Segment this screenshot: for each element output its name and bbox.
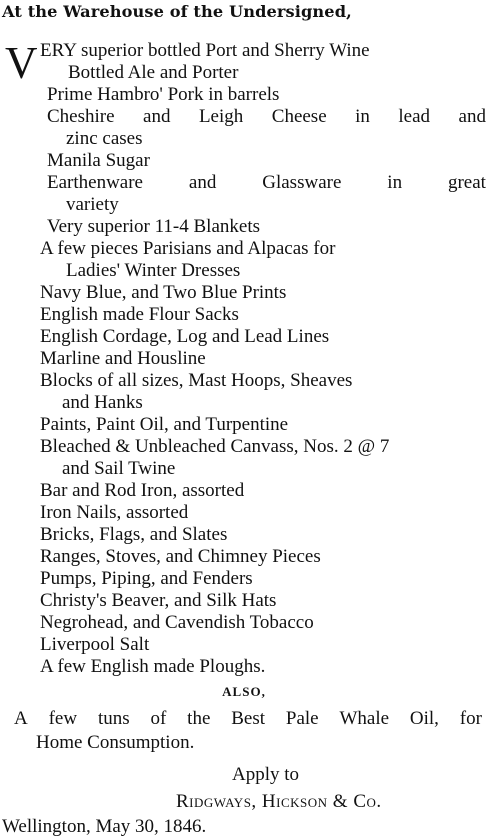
list-item: Bricks, Flags, and Slates bbox=[40, 524, 228, 545]
heading: At the Warehouse of the Undersigned, bbox=[2, 2, 352, 21]
word: Earthenware bbox=[47, 172, 143, 193]
word: Leigh bbox=[198, 106, 244, 127]
list-item: Prime Hambro' Pork in barrels bbox=[47, 84, 280, 105]
list-item: A few pieces Parisians and Alpacas for bbox=[40, 238, 336, 259]
list-item: English made Flour Sacks bbox=[40, 304, 239, 325]
word: Oil, bbox=[409, 708, 439, 729]
drop-cap: V bbox=[5, 38, 38, 88]
list-item: and Sail Twine bbox=[62, 458, 176, 479]
word: in bbox=[355, 106, 370, 127]
word: of bbox=[150, 708, 167, 729]
word: Pale bbox=[285, 708, 319, 729]
goods-list bbox=[0, 40, 488, 678]
word: Best bbox=[231, 708, 266, 729]
list-item: English Cordage, Log and Lead Lines bbox=[40, 326, 330, 347]
list-item-text: ERY superior bottled Port and Sherry Wine bbox=[40, 40, 370, 61]
word: and bbox=[188, 172, 217, 193]
oil-line-2: Home Consumption. bbox=[36, 732, 195, 753]
list-item: and Hanks bbox=[62, 392, 143, 413]
word: for bbox=[459, 708, 482, 729]
list-item: Negrohead, and Cavendish Tobacco bbox=[40, 612, 314, 633]
list-item: Bar and Rod Iron, assorted bbox=[40, 480, 245, 501]
word: great bbox=[447, 172, 486, 193]
list-item-justified bbox=[0, 172, 488, 194]
list-item: Blocks of all sizes, Mast Hoops, Sheaves bbox=[40, 370, 353, 391]
firm-name: Ridgways, Hickson & Co. bbox=[176, 791, 382, 812]
word: Cheese bbox=[271, 106, 327, 127]
list-item-justified bbox=[0, 106, 488, 128]
word: and bbox=[143, 106, 171, 127]
word: the bbox=[187, 708, 211, 729]
list-item: Paints, Paint Oil, and Turpentine bbox=[40, 414, 289, 435]
list-item: Iron Nails, assorted bbox=[40, 502, 189, 523]
list-item: Marline and Housline bbox=[40, 348, 206, 369]
word: and bbox=[458, 106, 486, 127]
list-item: Ranges, Stoves, and Chimney Pieces bbox=[40, 546, 321, 567]
place-date: Wellington, May 30, 1846. bbox=[2, 816, 207, 837]
list-item: Bleached & Unbleached Canvass, Nos. 2 @ 7 bbox=[40, 436, 390, 457]
oil-line-1 bbox=[14, 708, 482, 730]
list-item: Navy Blue, and Two Blue Prints bbox=[40, 282, 287, 303]
word: Whale bbox=[339, 708, 390, 729]
list-item: A few English made Ploughs. bbox=[40, 656, 266, 677]
also-heading: ALSO, bbox=[222, 684, 266, 699]
list-item: variety bbox=[66, 194, 119, 215]
list-item: Pumps, Piping, and Fenders bbox=[40, 568, 253, 589]
word: Glassware bbox=[262, 172, 342, 193]
word: tuns bbox=[97, 708, 130, 729]
list-item: Christy's Beaver, and Silk Hats bbox=[40, 590, 277, 611]
list-item: Bottled Ale and Porter bbox=[68, 62, 239, 83]
word: in bbox=[387, 172, 403, 193]
list-item: Very superior 11-4 Blankets bbox=[47, 216, 260, 237]
apply-to: Apply to bbox=[232, 764, 300, 785]
word: Cheshire bbox=[47, 106, 115, 127]
word: few bbox=[48, 708, 78, 729]
list-item: zinc cases bbox=[66, 128, 143, 149]
word: A bbox=[14, 708, 28, 729]
list-item: Ladies' Winter Dresses bbox=[66, 260, 241, 281]
list-item: Liverpool Salt bbox=[40, 634, 150, 655]
list-item: Manila Sugar bbox=[47, 150, 150, 171]
word: lead bbox=[398, 106, 431, 127]
